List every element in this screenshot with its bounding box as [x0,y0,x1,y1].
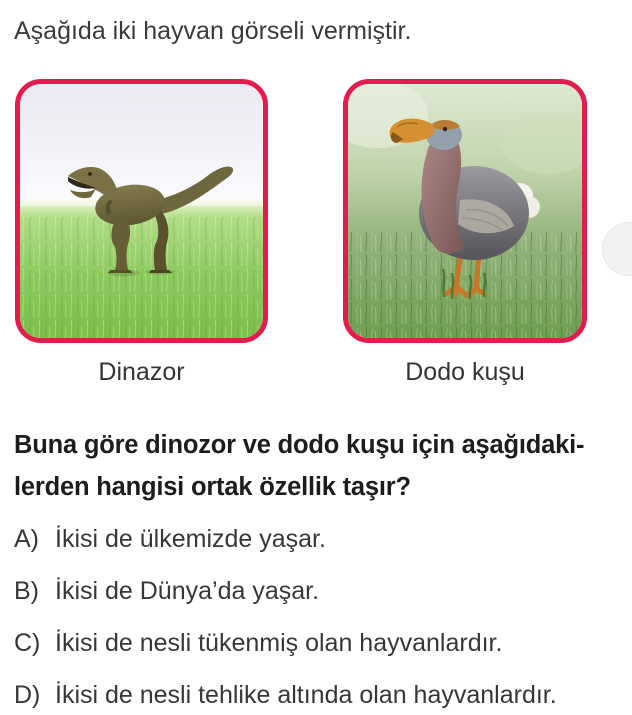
caption-dodo: Dodo kuşu [405,358,525,386]
intro-text: Aşağıda iki hayvan görseli vermiştir. [14,17,412,45]
figure-dodo [343,79,587,387]
option-a[interactable] [14,525,632,555]
option-a-text: İkisi de ülkemizde yaşar. [55,525,326,553]
question-line-1: Buna göre dinozor ve dodo kuşu için aşağıdaki- [14,431,585,459]
question-text [14,424,632,508]
option-c[interactable] [14,629,632,659]
caption-dinosaur: Dinazor [98,358,185,386]
option-d[interactable] [14,681,632,711]
options-list [14,525,632,711]
dodo-photo [348,84,582,338]
option-a-letter: A) [14,525,39,553]
option-c-text: İkisi de nesli tükenmiş olan hayvanlardır. [55,629,503,657]
option-b[interactable] [14,577,632,607]
dinosaur-photo [20,84,263,338]
figure-row [15,79,632,387]
option-d-letter: D) [14,681,41,709]
option-c-letter: C) [14,629,41,657]
option-b-letter: B) [14,577,39,605]
question-line-2: lerden hangisi ortak özellik taşır? [14,473,411,501]
dodo-photo-frame [343,79,587,343]
dinosaur-photo-frame [15,79,268,343]
option-d-text: İkisi de nesli tehlike altında olan hayvanlardır. [55,681,557,709]
figure-dinosaur [15,79,268,387]
option-b-text: İkisi de Dünya’da yaşar. [55,577,320,605]
